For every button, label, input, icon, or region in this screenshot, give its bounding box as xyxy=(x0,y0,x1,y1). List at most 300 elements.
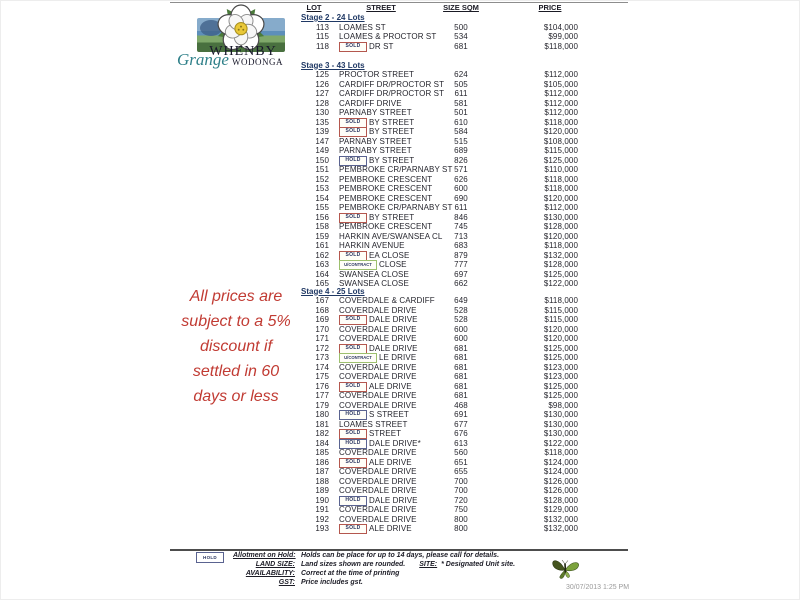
lot-cell: 151 xyxy=(315,165,329,174)
legend-row xyxy=(233,560,515,569)
street-name: CARDIFF DR/PROCTOR ST xyxy=(339,79,445,89)
street-cell xyxy=(332,146,430,156)
street-cell xyxy=(332,382,430,392)
table-row xyxy=(296,515,608,525)
price-cell: $110,000 xyxy=(544,165,578,174)
street-cell xyxy=(332,420,430,430)
price-cell: $118,000 xyxy=(544,184,578,193)
table-row xyxy=(296,42,608,52)
table-header-row xyxy=(296,3,608,12)
street-cell xyxy=(332,458,430,468)
street-name: CARDIFF DRIVE xyxy=(339,98,402,108)
price-cell: $115,000 xyxy=(544,315,578,324)
table-row xyxy=(296,467,608,477)
table-row xyxy=(296,372,608,382)
price-cell: $120,000 xyxy=(543,193,578,203)
table-row xyxy=(296,401,608,411)
table-row xyxy=(296,382,608,392)
price-cell: $120,000 xyxy=(543,334,578,343)
price-cell: $112,000 xyxy=(544,89,578,98)
table-row xyxy=(296,296,608,306)
lot-cell: 190 xyxy=(315,495,329,505)
street-cell xyxy=(332,203,453,213)
price-cell: $115,000 xyxy=(544,146,578,155)
table-row xyxy=(296,118,608,128)
size-cell: 681 xyxy=(454,41,468,51)
price-cell: $123,000 xyxy=(543,372,578,381)
table-row xyxy=(296,270,608,280)
lot-cell: 191 xyxy=(315,505,329,514)
street-name: BY STREET xyxy=(369,212,415,222)
street-name: PEMBROKE CR/PARNABY ST xyxy=(339,165,453,174)
lot-cell: 173 xyxy=(315,353,329,362)
street-cell xyxy=(332,524,430,534)
legend-label: Allotment on Hold: xyxy=(233,552,296,559)
size-cell: 681 xyxy=(454,353,468,362)
size-cell: 662 xyxy=(454,279,468,288)
price-cell: $98,000 xyxy=(548,400,578,410)
table-row xyxy=(296,241,608,251)
lot-cell: 125 xyxy=(315,70,329,79)
price-cell: $122,000 xyxy=(543,438,578,448)
lot-cell: 164 xyxy=(315,269,329,279)
legend-row xyxy=(233,578,515,587)
price-cell: $125,000 xyxy=(543,343,578,353)
price-cell: $130,000 xyxy=(543,429,578,438)
street-cell xyxy=(332,344,430,354)
lot-cell: 156 xyxy=(315,212,329,222)
street-name: COVERDALE DRIVE xyxy=(339,400,417,410)
price-cell: $128,000 xyxy=(543,260,578,269)
sold-stamp: SOLD xyxy=(339,42,367,52)
table-row xyxy=(296,429,608,439)
street-cell xyxy=(332,156,430,166)
size-cell: 528 xyxy=(454,315,468,324)
street-name: EA CLOSE xyxy=(369,250,410,260)
price-cell: $125,000 xyxy=(543,391,578,400)
street-name: PEMBROKE CR/PARNABY ST xyxy=(339,203,453,212)
table-row xyxy=(296,448,608,458)
size-cell: 611 xyxy=(454,203,468,212)
lot-cell: 193 xyxy=(315,524,329,533)
size-cell: 600 xyxy=(454,324,468,334)
price-cell: $115,000 xyxy=(544,305,578,315)
size-cell: 651 xyxy=(454,457,468,467)
size-cell: 720 xyxy=(454,495,468,505)
table-row xyxy=(296,194,608,204)
legend-label: AVAILABILITY: xyxy=(245,570,295,577)
price-cell: $112,000 xyxy=(544,108,578,117)
street-name: HARKIN AVENUE xyxy=(339,241,405,250)
table-row xyxy=(296,260,608,270)
column-header-street: STREET xyxy=(366,3,396,12)
size-cell: 571 xyxy=(454,165,468,174)
lot-cell: 126 xyxy=(315,79,329,89)
street-name: LOAMES STREET xyxy=(339,419,408,429)
table-row xyxy=(296,524,608,534)
lot-cell: 135 xyxy=(315,117,329,127)
lot-cell: 152 xyxy=(315,174,329,184)
street-cell xyxy=(332,315,430,325)
lot-cell: 192 xyxy=(315,514,329,524)
street-cell xyxy=(332,486,430,496)
street-name: COVERDALE DRIVE xyxy=(339,391,417,400)
butterfly-icon xyxy=(549,554,583,582)
street-cell xyxy=(332,174,433,185)
size-cell: 713 xyxy=(454,231,468,241)
price-cell: $118,000 xyxy=(544,174,578,184)
price-cell: $124,000 xyxy=(543,467,578,476)
price-cell: $120,000 xyxy=(543,127,578,136)
note-line: All prices are xyxy=(189,288,283,305)
street-cell xyxy=(332,89,445,99)
street-cell xyxy=(332,270,430,280)
legend-label: LAND SIZE: xyxy=(255,561,295,568)
street-name: COVERDALE DRIVE xyxy=(339,467,417,476)
lot-table-body xyxy=(296,13,608,534)
table-row xyxy=(296,146,608,156)
street-name: LOAMES & PROCTOR ST xyxy=(339,32,437,41)
street-name: COVERDALE & CARDIFF xyxy=(339,296,435,305)
column-header-price: PRICE xyxy=(538,3,562,12)
discount-note xyxy=(172,284,300,409)
lot-cell: 174 xyxy=(315,362,329,372)
size-cell: 681 xyxy=(454,372,468,381)
lot-cell: 158 xyxy=(315,222,329,231)
street-cell xyxy=(332,477,430,487)
lot-cell: 177 xyxy=(315,391,329,400)
table-row xyxy=(296,306,608,316)
table-row xyxy=(296,410,608,420)
street-name: CARDIFF DR/PROCTOR ST xyxy=(339,89,445,98)
street-name: HARKIN AVE/SWANSEA CL xyxy=(339,231,443,241)
table-row xyxy=(296,175,608,185)
price-cell: $105,000 xyxy=(543,79,578,89)
street-name: SWANSEA CLOSE xyxy=(339,279,409,288)
street-cell xyxy=(332,193,433,204)
legend-text: Price includes gst. xyxy=(301,579,363,586)
lot-cell: 115 xyxy=(315,32,329,41)
footer-legend xyxy=(233,551,515,587)
size-cell: 501 xyxy=(454,108,468,117)
legend-label: GST: xyxy=(278,579,295,586)
price-cell: $112,000 xyxy=(544,98,578,108)
lot-cell: 176 xyxy=(315,381,329,391)
site-label: SITE: xyxy=(419,561,438,568)
street-name: PEMBROKE CRESCENT xyxy=(339,184,433,193)
street-cell xyxy=(332,165,453,175)
sold-stamp: SOLD xyxy=(339,213,367,223)
street-cell xyxy=(332,184,433,194)
price-cell: $104,000 xyxy=(543,22,578,32)
street-name: ALE DRIVE xyxy=(369,381,412,391)
price-cell: $130,000 xyxy=(543,212,578,222)
table-row xyxy=(296,70,608,80)
lot-cell: 170 xyxy=(315,324,329,334)
lot-cell: 168 xyxy=(315,305,329,315)
street-name: ALE DRIVE xyxy=(369,457,412,467)
size-cell: 689 xyxy=(454,146,468,155)
street-name: COVERDALE DRIVE xyxy=(339,362,417,372)
size-cell: 624 xyxy=(454,70,468,79)
price-cell: $118,000 xyxy=(544,117,578,127)
price-cell: $124,000 xyxy=(543,457,578,467)
price-cell: $112,000 xyxy=(544,203,578,212)
street-cell xyxy=(332,306,430,316)
price-cell: $130,000 xyxy=(543,410,578,419)
street-cell xyxy=(332,108,430,118)
price-cell: $99,000 xyxy=(548,32,578,41)
street-name: COVERDALE DRIVE xyxy=(339,334,417,343)
legend-row xyxy=(233,569,515,578)
table-row xyxy=(296,505,608,515)
street-name: LOAMES ST xyxy=(339,22,386,32)
lot-cell: 127 xyxy=(315,89,329,98)
table-row xyxy=(296,477,608,487)
street-cell xyxy=(332,99,430,109)
street-name: DALE DRIVE xyxy=(369,343,418,353)
street-cell xyxy=(332,241,430,251)
price-cell: $130,000 xyxy=(543,419,578,429)
price-cell: $132,000 xyxy=(543,250,578,260)
price-cell: $118,000 xyxy=(544,296,578,305)
size-cell: 826 xyxy=(454,155,468,165)
table-row xyxy=(296,89,608,99)
size-cell: 690 xyxy=(454,193,468,203)
street-cell xyxy=(332,251,430,261)
sold-stamp: SOLD xyxy=(339,344,367,354)
size-cell: 676 xyxy=(454,429,468,438)
table-row xyxy=(296,184,608,194)
size-cell: 677 xyxy=(454,419,468,429)
table-row xyxy=(296,165,608,175)
street-cell xyxy=(332,222,433,232)
sold-stamp: SOLD xyxy=(339,315,367,325)
stage-section-title: Stage 4 - 25 Lots xyxy=(301,286,365,296)
price-cell: $125,000 xyxy=(543,381,578,391)
table-row xyxy=(296,108,608,118)
street-name: PARNABY STREET xyxy=(339,136,412,146)
street-name: COVERDALE DRIVE xyxy=(339,448,417,457)
price-cell: $112,000 xyxy=(544,70,578,79)
print-timestamp: 30/07/2013 1:25 PM xyxy=(566,584,630,591)
size-cell: 611 xyxy=(454,89,468,98)
street-cell xyxy=(332,410,430,420)
lot-cell: 118 xyxy=(315,41,329,51)
street-name: PARNABY STREET xyxy=(339,108,412,117)
street-cell xyxy=(332,363,430,373)
street-name: BY STREET xyxy=(369,155,415,165)
hold-stamp: HOLD xyxy=(339,496,367,506)
street-cell xyxy=(332,32,437,42)
size-cell: 626 xyxy=(454,174,468,184)
street-cell xyxy=(332,23,430,33)
table-row xyxy=(296,213,608,223)
street-cell xyxy=(332,515,430,525)
lot-cell: 187 xyxy=(315,467,329,476)
table-row xyxy=(296,23,608,33)
price-cell: $126,000 xyxy=(543,486,578,495)
table-row xyxy=(296,99,608,109)
street-name: COVERDALE DRIVE xyxy=(339,505,417,514)
table-row xyxy=(296,325,608,335)
size-cell: 468 xyxy=(454,400,468,410)
street-name: DALE DRIVE* xyxy=(369,438,421,448)
street-cell xyxy=(332,231,443,242)
street-name: COVERDALE DRIVE xyxy=(339,372,417,381)
price-cell: $118,000 xyxy=(544,41,578,51)
lot-cell: 147 xyxy=(315,136,329,146)
size-cell: 683 xyxy=(454,241,468,250)
street-name: PEMBROKE CRESCENT xyxy=(339,193,433,203)
lot-cell: 159 xyxy=(315,231,329,241)
lot-cell: 161 xyxy=(315,241,329,250)
table-row xyxy=(296,353,608,363)
price-cell: $120,000 xyxy=(543,231,578,241)
lot-cell: 153 xyxy=(315,184,329,193)
street-name: STREET xyxy=(369,429,402,439)
table-row xyxy=(296,203,608,213)
column-header-size: SIZE SQM xyxy=(443,3,479,12)
street-cell xyxy=(332,334,430,344)
street-cell xyxy=(332,439,430,449)
sold-stamp: SOLD xyxy=(339,429,367,439)
table-row xyxy=(296,439,608,449)
street-name: COVERDALE DRIVE xyxy=(339,486,417,495)
street-cell xyxy=(332,42,430,52)
lot-cell: 171 xyxy=(315,334,329,343)
lot-cell: 169 xyxy=(315,315,329,324)
price-cell: $132,000 xyxy=(543,514,578,524)
street-name: COVERDALE DRIVE xyxy=(339,476,417,486)
sold-stamp: SOLD xyxy=(339,458,367,468)
legend-text: Land sizes shown are rounded. SITE: * Designated Unit site. xyxy=(301,561,516,568)
street-cell xyxy=(332,467,430,477)
table-row xyxy=(296,486,608,496)
table-row xyxy=(296,315,608,325)
logo-city-name: WODONGA xyxy=(232,57,283,67)
street-name: ALE DRIVE xyxy=(369,524,412,534)
street-cell xyxy=(332,496,430,506)
table-row xyxy=(296,127,608,137)
street-name: BY STREET xyxy=(369,117,415,127)
size-cell: 681 xyxy=(454,343,468,353)
hold-legend-box: HOLD xyxy=(196,552,224,563)
price-cell: $118,000 xyxy=(544,241,578,250)
price-cell: $123,000 xyxy=(543,362,578,372)
table-row xyxy=(296,496,608,506)
lot-cell: 128 xyxy=(315,98,329,108)
under-contract-stamp: U/CONTRACT xyxy=(339,353,377,363)
size-cell: 655 xyxy=(454,467,468,476)
hold-stamp: HOLD xyxy=(339,156,367,166)
legend-text: Correct at the time of printing xyxy=(301,570,400,577)
lot-cell: 179 xyxy=(315,400,329,410)
sold-stamp: SOLD xyxy=(339,382,367,392)
street-name: LE DRIVE xyxy=(379,353,417,363)
lot-cell: 155 xyxy=(315,203,329,212)
size-cell: 745 xyxy=(454,222,468,231)
street-name: DR ST xyxy=(369,41,394,51)
lot-cell: 186 xyxy=(315,457,329,467)
street-name: COVERDALE DRIVE xyxy=(339,305,417,315)
table-row xyxy=(296,137,608,147)
street-cell xyxy=(332,118,430,128)
street-name: SWANSEA CLOSE xyxy=(339,269,409,279)
lot-cell: 150 xyxy=(315,155,329,165)
street-cell xyxy=(332,353,430,363)
table-row xyxy=(296,232,608,242)
table-row xyxy=(296,251,608,261)
size-cell: 534 xyxy=(454,32,468,41)
size-cell: 846 xyxy=(454,212,468,222)
street-cell xyxy=(332,296,435,306)
table-row xyxy=(296,458,608,468)
size-cell: 800 xyxy=(454,524,468,533)
street-name: PROCTOR STREET xyxy=(339,70,415,79)
size-cell: 610 xyxy=(454,117,468,127)
lot-cell: 130 xyxy=(315,108,329,117)
price-cell: $126,000 xyxy=(543,476,578,486)
column-header-lot: LOT xyxy=(306,3,322,12)
under-contract-stamp: U/CONTRACT xyxy=(339,260,377,270)
price-cell: $125,000 xyxy=(543,353,578,362)
price-cell: $120,000 xyxy=(543,324,578,334)
sold-stamp: SOLD xyxy=(339,251,367,261)
lot-cell: 154 xyxy=(315,193,329,203)
size-cell: 700 xyxy=(454,486,468,495)
size-cell: 691 xyxy=(454,410,468,419)
logo-grange-script: Grange xyxy=(177,50,229,69)
street-cell xyxy=(332,79,445,90)
street-name: PARNABY STREET xyxy=(339,146,412,155)
lot-cell: 162 xyxy=(315,250,329,260)
street-name: PEMBROKE CRESCENT xyxy=(339,174,433,184)
size-cell: 800 xyxy=(454,514,468,524)
size-cell: 584 xyxy=(454,127,468,136)
price-cell: $128,000 xyxy=(543,495,578,505)
lot-cell: 149 xyxy=(315,146,329,155)
street-cell xyxy=(332,260,430,270)
street-cell xyxy=(332,213,430,223)
street-cell xyxy=(332,429,430,439)
size-cell: 700 xyxy=(454,476,468,486)
size-cell: 879 xyxy=(454,250,468,260)
lot-cell: 189 xyxy=(315,486,329,495)
price-cell: $132,000 xyxy=(543,524,578,533)
note-line: subject to a 5% xyxy=(181,313,291,330)
note-line: discount if xyxy=(199,338,273,355)
size-cell: 681 xyxy=(454,391,468,400)
street-cell xyxy=(332,391,430,401)
lot-cell: 185 xyxy=(315,448,329,457)
street-cell xyxy=(332,70,430,80)
note-line: settled in 60 xyxy=(192,363,280,380)
street-name: DALE DRIVE xyxy=(369,315,418,325)
lot-cell: 182 xyxy=(315,429,329,438)
size-cell: 505 xyxy=(454,79,468,89)
street-cell xyxy=(332,372,430,382)
sold-stamp: SOLD xyxy=(339,127,367,137)
hold-stamp: HOLD xyxy=(339,439,367,449)
street-name: DALE DRIVE xyxy=(369,495,418,505)
size-cell: 560 xyxy=(454,448,468,457)
site-text: * Designated Unit site. xyxy=(441,561,516,568)
lot-cell: 113 xyxy=(315,22,329,32)
lot-cell: 184 xyxy=(315,438,329,448)
size-cell: 777 xyxy=(454,260,468,269)
street-cell xyxy=(332,401,430,411)
